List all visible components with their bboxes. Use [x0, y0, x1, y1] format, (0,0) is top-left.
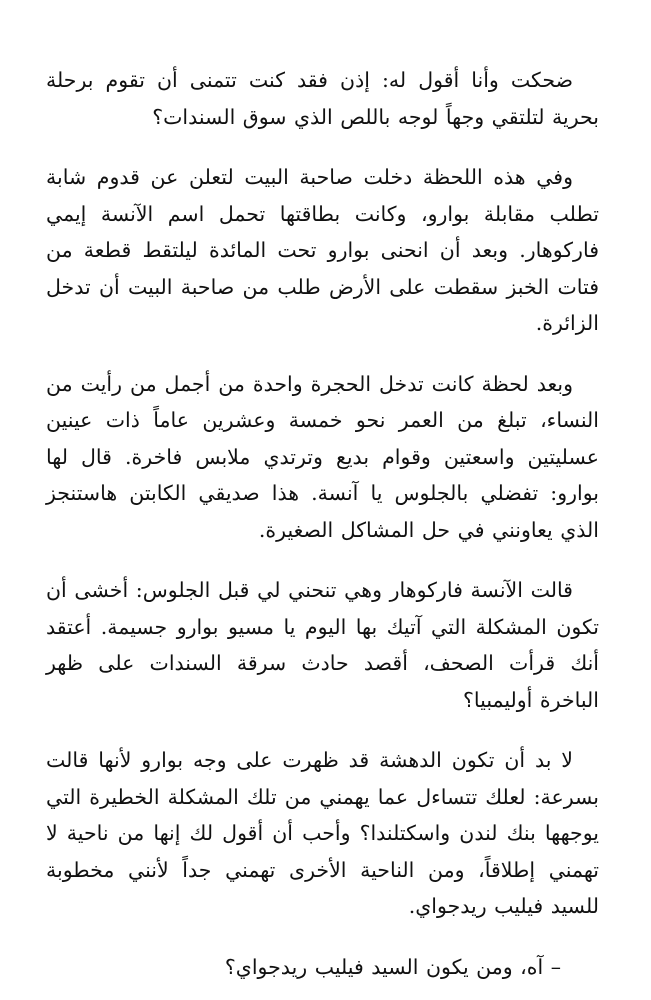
paragraph-4: قالت الآنسة فاركوهار وهي تنحني لي قبل الجلوس: أخشى أن تكون المشكلة التي آتيك بها اليوم يا مسيو بوارو جسيمة. أعتقد أنك قرأت الصحف، أقصد حادث سرقة السندات على ظهر الباخرة أوليمبيا؟ — [46, 578, 599, 712]
paragraph-3: وبعد لحظة كانت تدخل الحجرة واحدة من أجمل من رأيت من النساء، تبلغ من العمر نحو خمسة وعشرين عاماً ذات عينين عسليتين واسعتين وقوام بديع وترتدي ملابس فاخرة. قال لها بوارو: تفضلي بالجلوس يا آنسة. هذا صديقي الكابتن هاستنجز الذي يعاونني في حل المشاكل الصغيرة. — [46, 371, 599, 542]
paragraph-1: ضحكت وأنا أقول له: إذن فقد كنت تتمنى أن تقوم برحلة بحرية لتلتقي وجهاً لوجه باللص الذي سوق السندات؟ — [46, 68, 599, 129]
paragraph-2: وفي هذه اللحظة دخلت صاحبة البيت لتعلن عن قدوم شابة تطلب مقابلة بوارو، وكانت بطاقتها تحمل اسم الآنسة إيمي فاركوهار. وبعد أن انحنى بوارو تحت المائدة ليلتقط قطعة من فتات الخبز سقطت على الأرض طلب من صاحبة البيت أن تدخل الزائرة. — [46, 165, 599, 335]
paragraph-5: لا بد أن تكون الدهشة قد ظهرت على وجه بوارو لأنها قالت بسرعة: لعلك تتساءل عما يهمني من تلك المشكلة الخطيرة التي يوجهها بنك لندن واسكتلندا؟ وأحب أن أقول لك إنها من ناحية لا تهمني إطلاقاً، ومن الناحية الأخرى تهمني جداً لأنني مخطوبة للسيد فيليب ريدجواي. — [46, 748, 599, 918]
dialogue-line: – آه، ومن يكون السيد فيليب ريدجواي؟ — [224, 954, 561, 979]
